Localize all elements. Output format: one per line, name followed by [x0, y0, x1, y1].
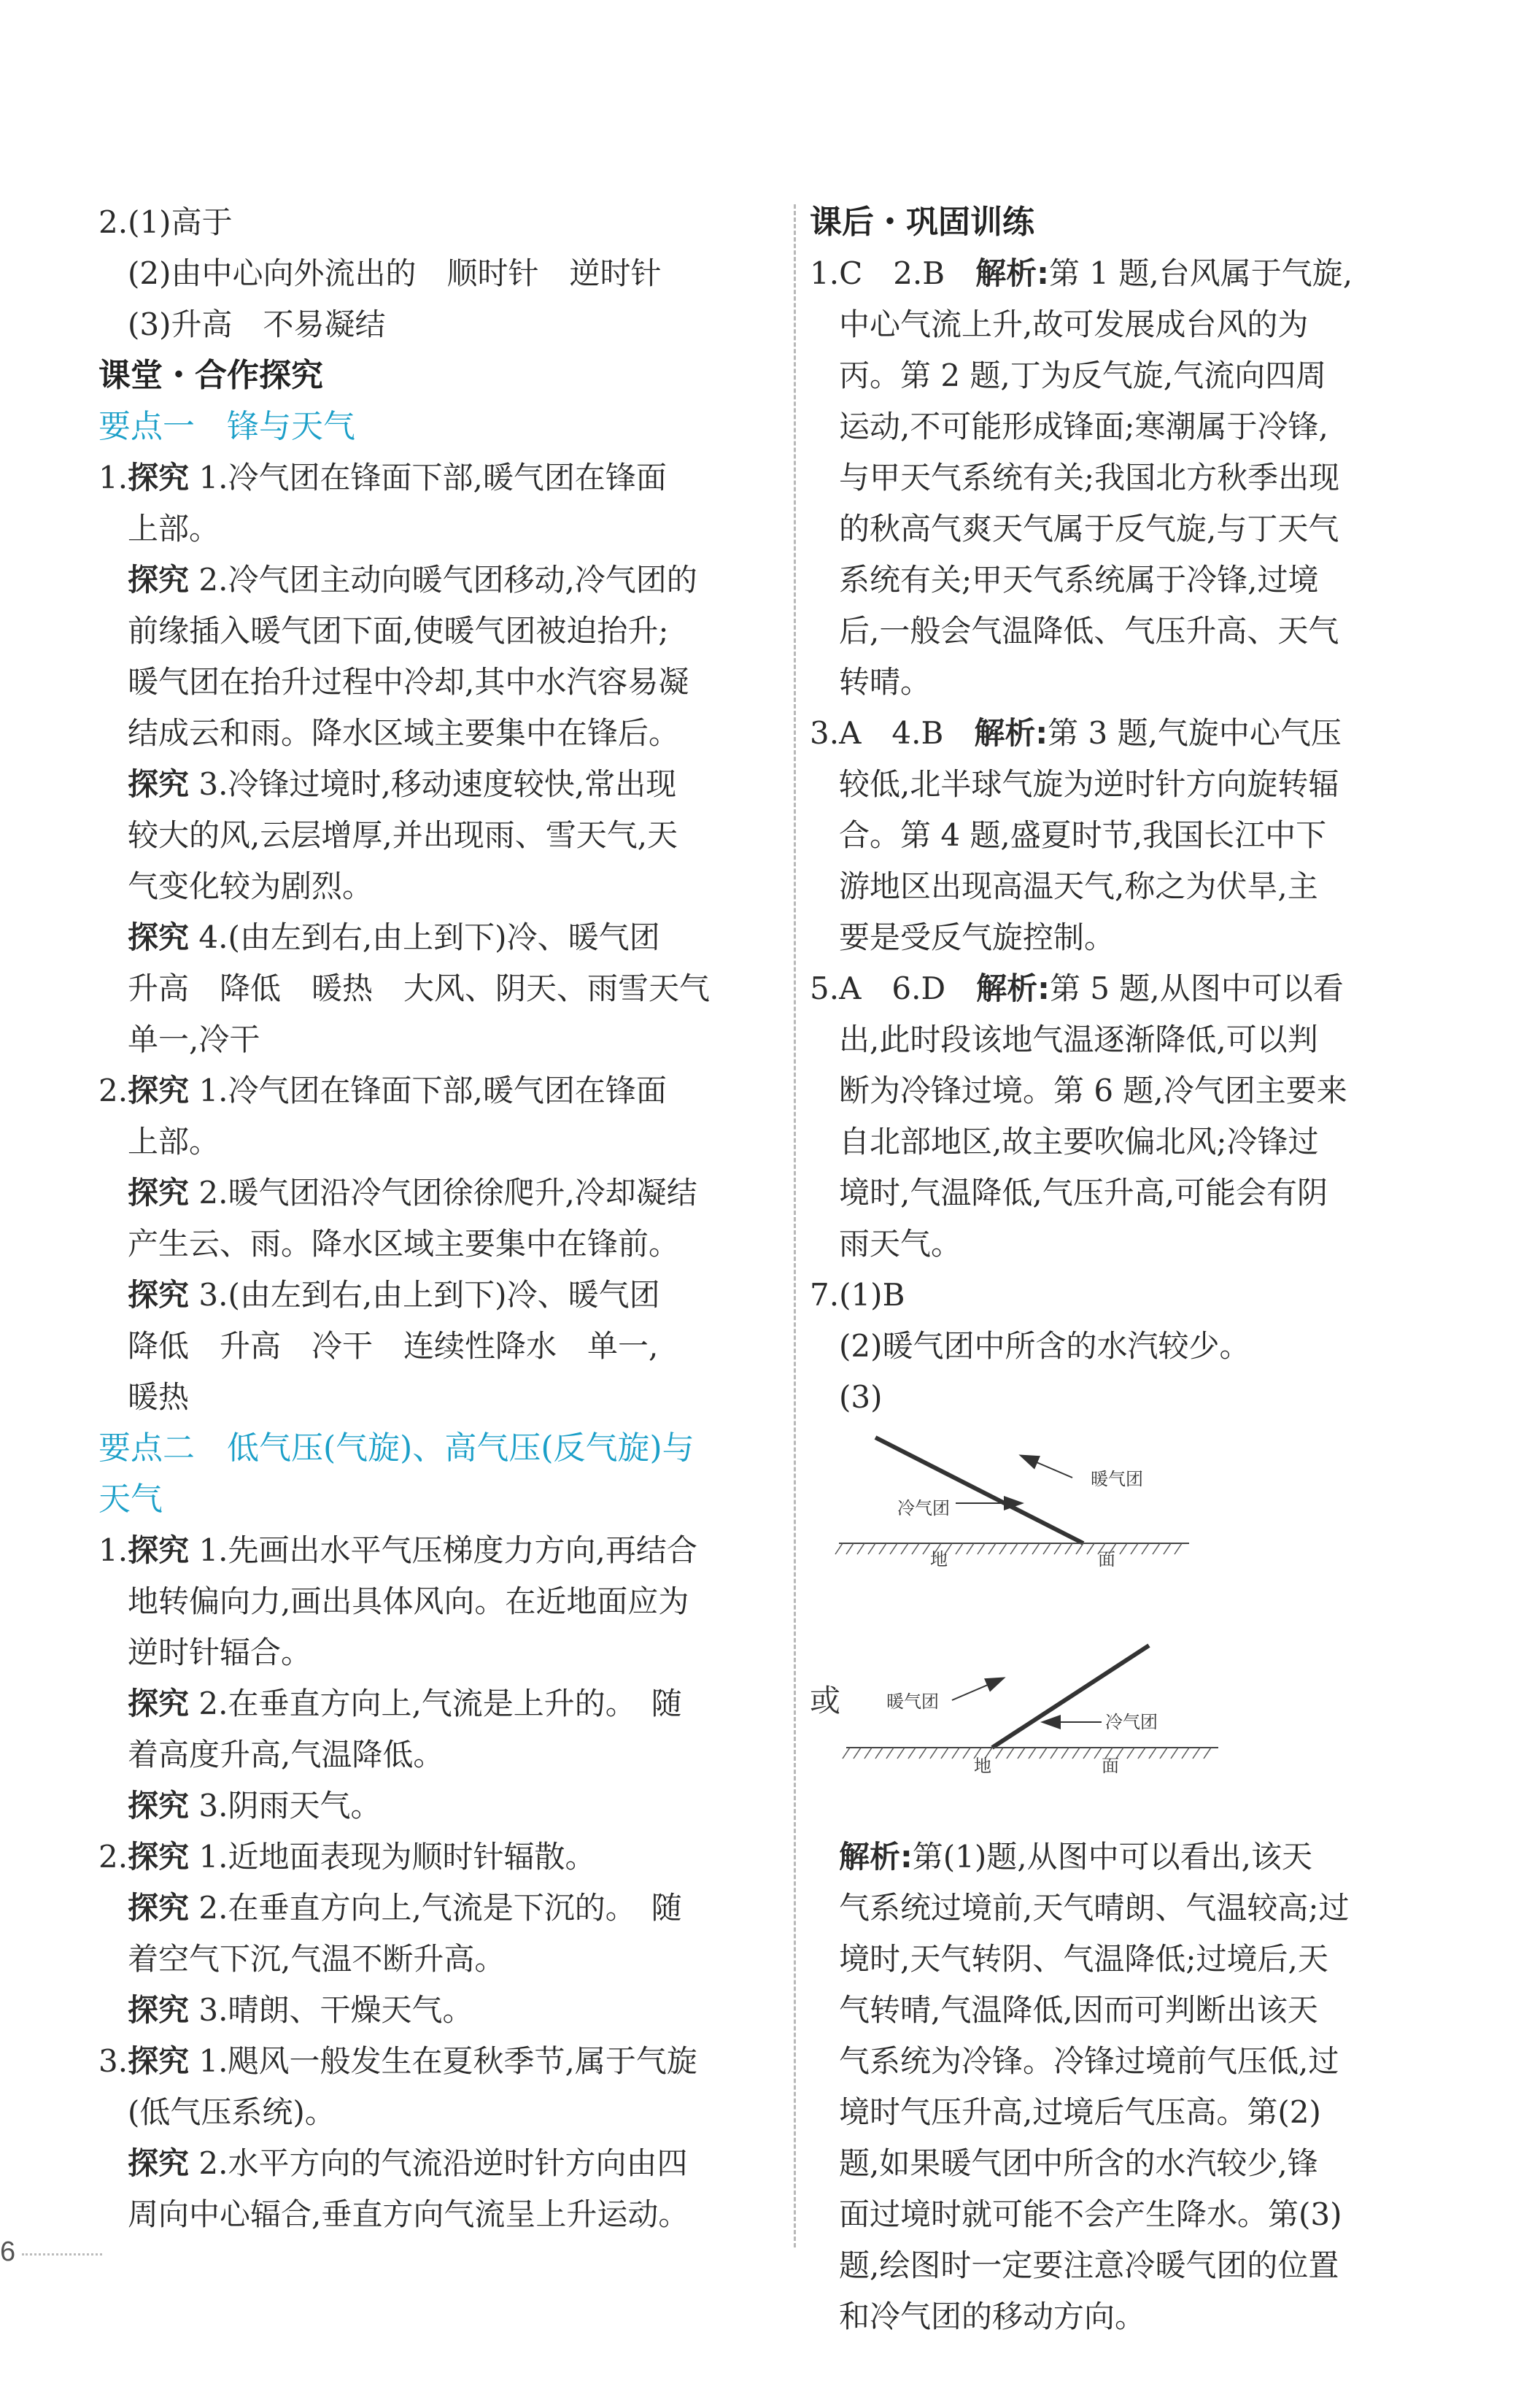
a7-analysis-l10: 和冷气团的移动方向。 — [839, 2299, 1146, 2334]
q2-line1: 2.(1)高于 — [98, 204, 233, 240]
k1-i1-e2-l3: 暖气团在抬升过程中冷却,其中水汽容易凝 — [128, 664, 689, 700]
warm-air-label-1: 暖气团 — [1091, 1469, 1143, 1489]
a12-l1 — [810, 248, 1452, 299]
k1-i1-e2-l4: 结成云和雨。降水区域主要集中在锋后。 — [128, 715, 680, 751]
a7-l2: (2)暖气团中所含的水汽较少。 — [839, 1328, 1250, 1364]
a12-l6: 的秋高气爽天气属于反气旋,与丁天气 — [839, 511, 1339, 547]
explore-label: 探究 — [128, 1839, 190, 1875]
explore-label: 探究 — [128, 1277, 190, 1313]
a7-analysis-l2: 气系统过境前,天气晴朗、气温较高;过 — [839, 1890, 1350, 1926]
page-number-dots — [22, 2253, 102, 2255]
q2-line3: (3)升高 不易凝结 — [128, 306, 386, 342]
text: 第 5 题,从图中可以看 — [1049, 970, 1344, 1006]
text: 第(1)题,从图中可以看出,该天 — [912, 1839, 1312, 1875]
explore-label: 探究 — [128, 2145, 190, 2181]
k1-i2-e3-l1 — [98, 1270, 784, 1321]
k1-i2-e1-l1 — [98, 1065, 784, 1116]
ground-label-2b: 面 — [1102, 1756, 1119, 1776]
a56-l6: 雨天气。 — [839, 1226, 962, 1262]
k1-i1-e4-l3: 单一,冷干 — [128, 1022, 260, 1057]
front-diagram — [810, 1423, 1452, 1832]
k2-i1-e1-l2: 地转偏向力,画出具体风向。在近地面应为 — [128, 1583, 689, 1619]
ground-label-1b: 面 — [1098, 1549, 1115, 1570]
front-diagram-svg — [810, 1423, 1247, 1832]
explore-label: 探究 — [128, 1532, 190, 1568]
k1-i1-e1-l1 — [98, 452, 784, 503]
a56-l5: 境时,气温降低,气压升高,可能会有阴 — [839, 1175, 1328, 1211]
k2-i1-e1-l1 — [98, 1525, 784, 1576]
item-number: 2. — [98, 1839, 128, 1875]
column-divider — [794, 204, 796, 2247]
warm-air-arrow-2 — [952, 1678, 1003, 1700]
a7-analysis-l3: 境时,天气转阴、气温降低;过境后,天 — [839, 1941, 1328, 1977]
a7-l3: (3) — [839, 1379, 883, 1415]
a56-l4: 自北部地区,故主要吹偏北风;冷锋过 — [839, 1124, 1319, 1159]
warm-air-arrow-1 — [1021, 1456, 1072, 1478]
k2-i3-e2-l2: 周向中心辐合,垂直方向气流呈上升运动。 — [128, 2196, 689, 2232]
ground-hatching-1 — [835, 1543, 1182, 1554]
analysis-label: 解析: — [839, 1839, 913, 1875]
a12-l3: 丙。第 2 题,丁为反气旋,气流向四周 — [839, 358, 1327, 393]
analysis-label: 解析: — [975, 255, 1049, 291]
k2-i1-e2-l2: 着高度升高,气温降低。 — [128, 1737, 444, 1772]
text: 第 3 题,气旋中心气压 — [1048, 715, 1342, 751]
text: 3.阴雨天气。 — [198, 1788, 382, 1824]
text: 3.(由左到右,由上到下)冷、暖气团 — [198, 1277, 660, 1313]
explore-label: 探究 — [128, 562, 190, 598]
k2-i2-e2-l2: 着空气下沉,气温不断升高。 — [128, 1941, 506, 1977]
a7-analysis-l7: 题,如果暖气团中所含的水汽较少,锋 — [839, 2145, 1318, 2181]
explore-label: 探究 — [128, 1073, 190, 1108]
k2-i1-e2-l1 — [98, 1678, 784, 1729]
text: 1.冷气团在锋面下部,暖气团在锋面 — [198, 460, 667, 495]
q2-line2: (2)由中心向外流出的 顺时针 逆时针 — [128, 255, 662, 291]
a7-analysis-l6: 境时气压升高,过境后气压高。第(2) — [839, 2094, 1321, 2130]
left-column — [98, 197, 784, 2240]
k1-i1-e3-l3: 气变化较为剧烈。 — [128, 868, 374, 904]
k2-i2-e3-l1 — [98, 1985, 784, 2036]
a12-l2: 中心气流上升,故可发展成台风的为 — [839, 306, 1309, 342]
k2-i2-e1-l1 — [98, 1832, 784, 1883]
a7-l1: 7.(1)B — [810, 1277, 905, 1313]
explore-label: 探究 — [128, 1890, 190, 1926]
key-point-1-title: 要点一 锋与天气 — [98, 408, 355, 445]
text: 2.暖气团沿冷气团徐徐爬升,冷却凝结 — [198, 1175, 697, 1211]
explore-label: 探究 — [128, 1992, 190, 2028]
right-column — [810, 197, 1452, 2342]
explore-label: 探究 — [128, 1686, 190, 1721]
a34-l3: 合。第 4 题,盛夏时节,我国长江中下 — [839, 817, 1327, 853]
k2-i3-e1-l1 — [98, 2036, 784, 2087]
a7-analysis-l4: 气转晴,气温降低,因而可判断出该天 — [839, 1992, 1318, 2028]
key-point-2-title-l1: 要点二 低气压(气旋)、高气压(反气旋)与 — [98, 1429, 694, 1467]
cold-air-label-1: 冷气团 — [897, 1498, 950, 1518]
a7-analysis-l9: 题,绘图时一定要注意冷暖气团的位置 — [839, 2247, 1339, 2283]
a56-l1 — [810, 963, 1452, 1014]
explore-label: 探究 — [128, 1175, 190, 1211]
a7-analysis-l8: 面过境时就可能不会产生降水。第(3) — [839, 2196, 1342, 2232]
cold-air-label-2: 冷气团 — [1105, 1712, 1158, 1732]
a34-l1 — [810, 708, 1452, 759]
explore-label: 探究 — [128, 919, 190, 955]
or-label: 或 — [810, 1683, 841, 1718]
k2-i1-e3-l1 — [98, 1780, 784, 1832]
text: 3.冷锋过境时,移动速度较快,常出现 — [198, 766, 677, 802]
ground-label-1a: 地 — [930, 1549, 948, 1570]
text: 1.冷气团在锋面下部,暖气团在锋面 — [198, 1073, 667, 1108]
a7-analysis-l5: 气系统为冷锋。冷锋过境前气压低,过 — [839, 2043, 1339, 2079]
section-title-after-class: 课后・巩固训练 — [810, 204, 1034, 241]
k1-i2-e1-l2: 上部。 — [128, 1124, 220, 1159]
warm-air-label-2: 暖气团 — [886, 1691, 939, 1712]
item-number: 3. — [98, 2043, 128, 2079]
item-number: 1. — [98, 1532, 128, 1568]
a34-l5: 要是受反气旋控制。 — [839, 919, 1115, 955]
explore-label: 探究 — [128, 460, 190, 495]
text: 2.在垂直方向上,气流是上升的。 随 — [198, 1686, 682, 1721]
a12-l9: 转晴。 — [839, 664, 932, 700]
text: 2.水平方向的气流沿逆时针方向由四 — [198, 2145, 688, 2181]
k1-i1-e4-l2: 升高 降低 暖热 大风、阴天、雨雪天气 — [128, 970, 711, 1006]
k1-i1-e2-l1 — [98, 555, 784, 606]
text: 3.晴朗、干燥天气。 — [198, 1992, 473, 2028]
a56-l3: 断为冷锋过境。第 6 题,冷气团主要来 — [839, 1073, 1347, 1108]
answers: 1.C 2.B — [810, 255, 976, 291]
k1-i2-e2-l2: 产生云、雨。降水区域主要集中在锋前。 — [128, 1226, 680, 1262]
ground-label-2a: 地 — [974, 1756, 991, 1776]
a12-l4: 运动,不可能形成锋面;寒潮属于冷锋, — [839, 409, 1328, 444]
page-number: 6 — [0, 2237, 16, 2267]
text: 第 1 题,台风属于气旋, — [1048, 255, 1353, 291]
front-line-2 — [992, 1645, 1149, 1748]
text: 1.近地面表现为顺时针辐散。 — [198, 1839, 596, 1875]
k1-i1-e3-l1 — [98, 759, 784, 810]
k1-i2-e3-l2: 降低 升高 冷干 连续性降水 单一, — [128, 1328, 659, 1364]
a12-l5: 与甲天气系统有关;我国北方秋季出现 — [839, 460, 1340, 495]
k1-i1-e1-l2: 上部。 — [128, 511, 220, 547]
a7-analysis-l1 — [810, 1832, 1452, 1883]
k1-i1-e2-l2: 前缘插入暖气团下面,使暖气团被迫抬升; — [128, 613, 669, 649]
k2-i2-e2-l1 — [98, 1883, 784, 1934]
key-point-2-title-l2: 天气 — [98, 1481, 163, 1518]
ground-hatching-2 — [843, 1748, 1211, 1759]
a12-l7: 系统有关;甲天气系统属于冷锋,过境 — [839, 562, 1319, 598]
text: 1.先画出水平气压梯度力方向,再结合 — [198, 1532, 697, 1568]
a34-l4: 游地区出现高温天气,称之为伏旱,主 — [839, 868, 1318, 904]
explore-label: 探究 — [128, 2043, 190, 2079]
section-title-classroom: 课堂・合作探究 — [98, 357, 323, 394]
text: 2.冷气团主动向暖气团移动,冷气团的 — [198, 562, 697, 598]
item-number: 1. — [98, 460, 128, 495]
a56-l2: 出,此时段该地气温逐渐降低,可以判 — [839, 1022, 1318, 1057]
k2-i1-e1-l3: 逆时针辐合。 — [128, 1635, 312, 1670]
text: 1.飓风一般发生在夏秋季节,属于气旋 — [198, 2043, 697, 2079]
k1-i2-e2-l1 — [98, 1168, 784, 1219]
k1-i2-e3-l3: 暖热 — [128, 1379, 190, 1415]
answers: 3.A 4.B — [810, 715, 975, 751]
explore-label: 探究 — [128, 766, 190, 802]
k2-i3-e2-l1 — [98, 2138, 784, 2189]
item-number: 2. — [98, 1073, 128, 1108]
analysis-label: 解析: — [976, 970, 1050, 1006]
text: 4.(由左到右,由上到下)冷、暖气团 — [198, 919, 660, 955]
text: 2.在垂直方向上,气流是下沉的。 随 — [198, 1890, 682, 1926]
a34-l2: 较低,北半球气旋为逆时针方向旋转辐 — [839, 766, 1339, 802]
explore-label: 探究 — [128, 1788, 190, 1824]
answers: 5.A 6.D — [810, 970, 977, 1006]
k2-i3-e1-l2: (低气压系统)。 — [128, 2094, 336, 2130]
k1-i1-e4-l1 — [98, 912, 784, 963]
front-line-1 — [875, 1438, 1083, 1543]
k1-i1-e3-l2: 较大的风,云层增厚,并出现雨、雪天气,天 — [128, 817, 678, 853]
a12-l8: 后,一般会气温降低、气压升高、天气 — [839, 613, 1339, 649]
analysis-label: 解析: — [974, 715, 1048, 751]
